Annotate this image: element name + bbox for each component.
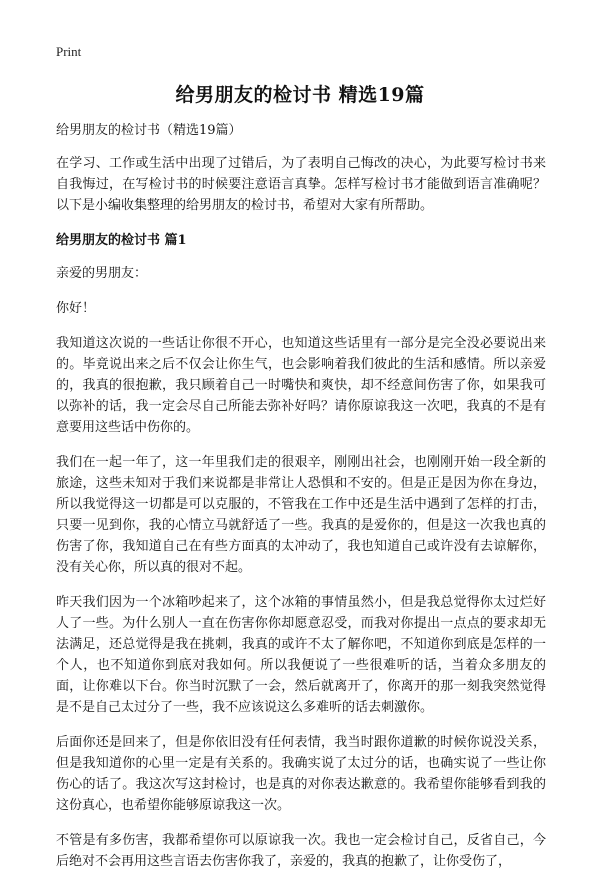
- body-paragraph-3: 昨天我们因为一个冰箱吵起来了，这个冰箱的事情虽然小，但是我总觉得你太过烂好人了一些。为什么别人一直在伤害你你却愿意忍受，而我对你提出一点点的要求却无法满足，还总觉得是我在挑刺，我真的或许不太了解你吧，不知道你到底是怎样的一个人，也不知道你到底对我如何。所以我便说了一些很难听的话，当着众多朋友的面，让你难以下台。你当时沉默了一会，然后就离开了，你离开的那一刻我突然觉得是不是自己太过分了一些，我不应该说这么多难听的话去刺激你。: [56, 595, 546, 715]
- page-title: 给男朋友的检讨书 精选19篇: [175, 84, 425, 106]
- intro-paragraph: 在学习、工作或生活中出现了过错后，为了表明自己悔改的决心，为此要写检讨书来自我悔过，在写检讨书的时候要注意语言真挚。怎样写检讨书才能做到语言准确呢？以下是小编收集整理的给男朋友的检讨书，希望对大家有所帮助。: [56, 156, 546, 213]
- body-paragraph-5: 不管是有多伤害，我都希望你可以原谅我一次。我也一定会检讨自己，反省自己，今后绝对不会再用这些言语去伤害你我了，亲爱的，我真的抱歉了，让你受伤了，: [56, 833, 546, 869]
- article-subtitle: 给男朋友的检讨书（精选19篇）: [56, 123, 242, 138]
- print-link[interactable]: Print: [56, 44, 82, 59]
- body-paragraph-1: 我知道这次说的一些话让你很不开心，也知道这些话里有一部分是完全没必要说出来的。毕竟说出来之后不仅会让你生气，也会影响着我们彼此的生活和感情。所以亲爱的，我真的很抱歉，我只顾着自己一时嘴快和爽快，却不经意间伤害了你，如果我可以弥补的话，我一定会尽自己所能去弥补好吗？请你原谅我这一次吧，我真的不是有意要用这些话中伤你的。: [56, 336, 546, 435]
- body-paragraph-2: 我们在一起一年了，这一年里我们走的很艰辛，刚刚出社会，也刚刚开始一段全新的旅途，这些未知对于我们来说都是非常让人恐惧和不安的。但是正是因为你在身边，所以我觉得这一切都是可以克服的，不管我在工作中还是生活中遇到了怎样的打击，只要一见到你，我的心情立马就舒适了一些。我真的是爱你的，但是这一次我也真的伤害了你，我知道自己在有些方面真的太冲动了，我也知道自己或许没有去谅解你，没有关心你，所以真的很对不起。: [56, 455, 546, 575]
- greeting: 你好！: [56, 301, 96, 316]
- article-body: [56, 120, 546, 886]
- salutation: 亲爱的男朋友：: [56, 266, 148, 281]
- body-paragraph-4: 后面你还是回来了，但是你依旧没有任何表情，我当时跟你道歉的时候你说没关系，但是我知道你的心里一定是有关系的。我确实说了太过分的话，也确实说了一些让你伤心的话了。我这次写这封检讨，也是真的对你表达歉意的。我希望你能够看到我的这份真心，也希望你能够原谅我这一次。: [56, 735, 546, 813]
- section-heading: 给男朋友的检讨书 篇1: [56, 233, 187, 248]
